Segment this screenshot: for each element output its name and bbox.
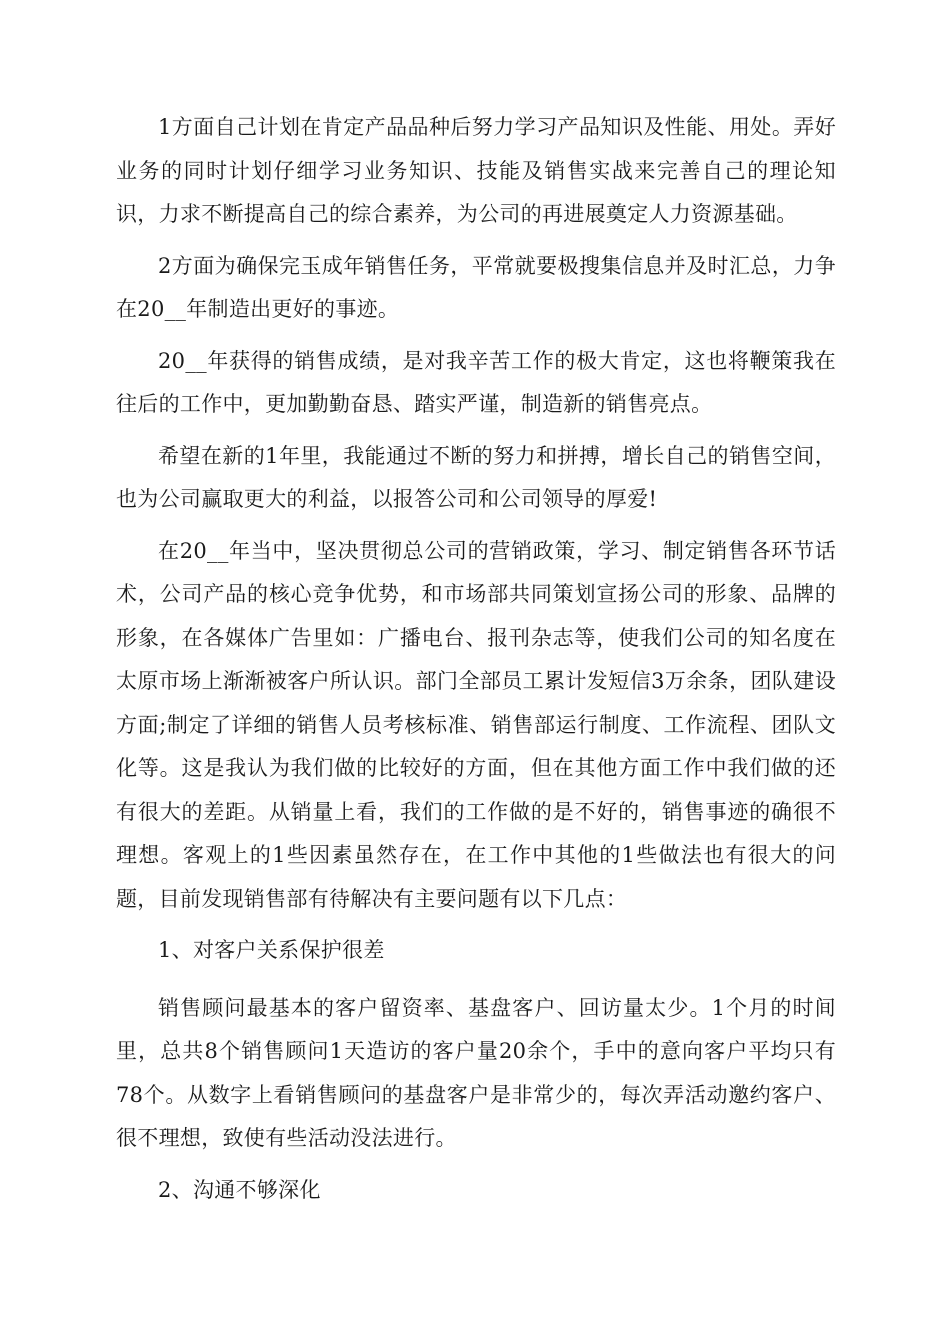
paragraph-plan-1: 1方面自己计划在肯定产品品种后努力学习产品知识及性能、用处。弄好业务的同时计划仔细学习业务知识、技能及销售实战来完善自己的理论知识，力求不断提高自己的综合素养，为公司的再进展奠定人力资源基础。 [116,115,836,226]
paragraph-achievement: 20__年获得的销售成绩，是对我辛苦工作的极大肯定，这也将鞭策我在往后的工作中，更加勤勤奋恳、踏实严谨，制造新的销售亮点。 [116,348,836,416]
section-heading-communication: 2、沟通不够深化 [158,1177,321,1202]
document-body [116,106,836,1226]
paragraph-customer-relations: 销售顾问最基本的客户留资率、基盘客户、回访量太少。1个月的时间里，总共8个销售顾问1天造访的客户量20余个，手中的意向客户平均只有78个。从数字上看销售顾问的基盘客户是非常少的，每次弄活动邀约客户、很不理想，致使有些活动没法进行。 [116,995,836,1150]
paragraph-year-review: 在20__年当中，坚决贯彻总公司的营销政策，学习、制定销售各环节话术，公司产品的核心竞争优势，和市场部共同策划宣扬公司的形象、品牌的形象，在各媒体广告里如：广播电台、报刊杂志等，使我们公司的知名度在太原市场上渐渐被客户所认识。部门全部员工累计发短信3万余条，团队建设方面;制定了详细的销售人员考核标准、销售部运行制度、工作流程、团队文化等。这是我认为我们做的比较好的方面，但在其他方面工作中我们做的还有很大的差距。从销量上看，我们的工作做的是不好的，销售事迹的确很不理想。客观上的1些因素虽然存在，在工作中其他的1些做法也有很大的问题，目前发现销售部有待解决有主要问题有以下几点： [116,538,836,911]
paragraph-plan-2: 2方面为确保完玉成年销售任务，平常就要极搜集信息并及时汇总，力争在20__年制造出更好的事迹。 [116,253,836,321]
paragraph-hope: 希望在新的1年里，我能通过不断的努力和拼搏，增长自己的销售空间，也为公司赢取更大的利益，以报答公司和公司领导的厚爱! [116,443,836,511]
section-heading-customer-relations: 1、对客户关系保护很差 [158,938,385,962]
